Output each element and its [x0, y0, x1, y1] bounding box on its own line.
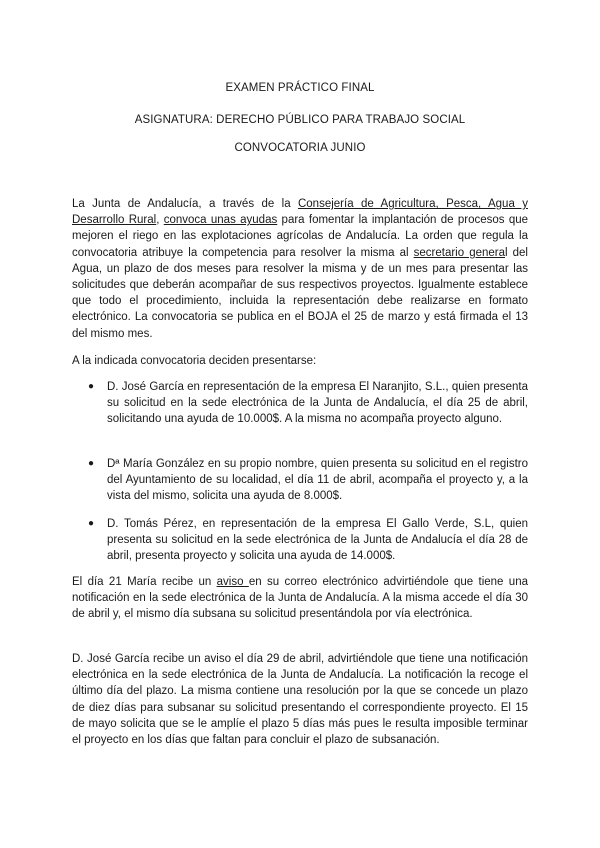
paragraph-maria-text-2: en su correo electrónico advirtiéndole que tiene una notificación en la sede electrónica de la Junta de Andalucía. A la misma accede el día 30 de abril y, el mismo día subsana su solicitud presentándola por vía electrónica.	[72, 576, 528, 621]
session-title: CONVOCATORIA JUNIO	[234, 142, 366, 154]
applicant-list-item-3	[72, 516, 528, 565]
aviso-link[interactable]: aviso	[216, 576, 249, 588]
paragraph-intro-text-4: l del Agua, un plazo de dos meses para resolver la misma y de un mes para presentar las solicitudes que deberán acompañar de sus respectivos proyectos. Igualmente establece que todo el procedimiento, incluida la representación debe realizarse en formato electrónico. La convocatoria se publica en el BOJA el 25 de marzo y está firmada el 13 del mismo mes.	[72, 246, 528, 340]
paragraph-maria-text-1: El día 21 María recibe un	[72, 576, 217, 588]
applicant-tomas-perez: D. Tomás Pérez, en representación de la empresa El Gallo Verde, S.L, quien presenta su solicitud en la sede electrónica de la Junta de Andalucía el día 28 de abril, presenta proyecto y solicita una ayuda de 14.000$.	[107, 518, 528, 563]
secretario-general-link[interactable]: secretario genera	[413, 246, 505, 259]
paragraph-jose-notice: D. José García recibe un aviso el día 29 de abril, advirtiéndole que tiene una notificación electrónica en la sede electrónica de la Junta de Andalucía. La notificación la recoge el último día del plazo. La misma contiene una resolución por la que se concede un plazo de diez días para subsanar su solicitud presentando el correspondiente proyecto. El 15 de mayo solicita que se le amplíe el plazo 5 días más pues le resulta imposible terminar el proyecto en los días que faltan para concluir el plazo de subsanación.	[72, 653, 528, 747]
applicant-list-item-2	[72, 456, 528, 505]
paragraph-applicants-intro: A la indicada convocatoria deciden presentarse:	[72, 355, 317, 367]
convoca-ayudas-link[interactable]: convoca unas ayudas	[163, 214, 278, 227]
subject-title: ASIGNATURA: DERECHO PÚBLICO PARA TRABAJO SOCIAL	[134, 114, 466, 126]
paragraph-intro	[72, 196, 528, 342]
bullet-icon: ●	[88, 381, 95, 392]
paragraph-intro-text-2: ,	[156, 214, 164, 227]
bullet-icon: ●	[88, 518, 95, 529]
exam-title: EXAMEN PRÁCTICO FINAL	[225, 82, 375, 94]
applicant-jose-garcia: D. José García en representación de la empresa El Naranjito, S.L., quien presenta su solicitud en la sede electrónica de la Junta de Andalucía, el día 25 de abril, solicitando una ayuda de 10.000$. A la misma no acompaña proyecto alguno.	[107, 381, 528, 426]
paragraph-maria-notice	[72, 574, 528, 623]
paragraph-intro-text-3: para fomentar la implantación de procesos que mejoren el riego en las explotaciones agrícolas de Andalucía. La orden que regula la convocatoria atribuye la competencia para resolver la misma al	[72, 214, 529, 259]
paragraph-intro-text-1: La Junta de Andalucía, a través de la	[72, 198, 298, 210]
bullet-icon: ●	[88, 458, 95, 469]
consejeria-link[interactable]: Consejería de Agricultura, Pesca, Agua y Desarrollo Rural	[72, 198, 528, 227]
applicant-list-item-1	[72, 379, 528, 428]
applicant-maria-gonzalez: Dª María González en su propio nombre, quien presenta su solicitud en el registro del Ayuntamiento de su localidad, el día 11 de abril, acompaña el proyecto y, a la vista del mismo, solicita una ayuda de 8.000$.	[107, 458, 528, 503]
